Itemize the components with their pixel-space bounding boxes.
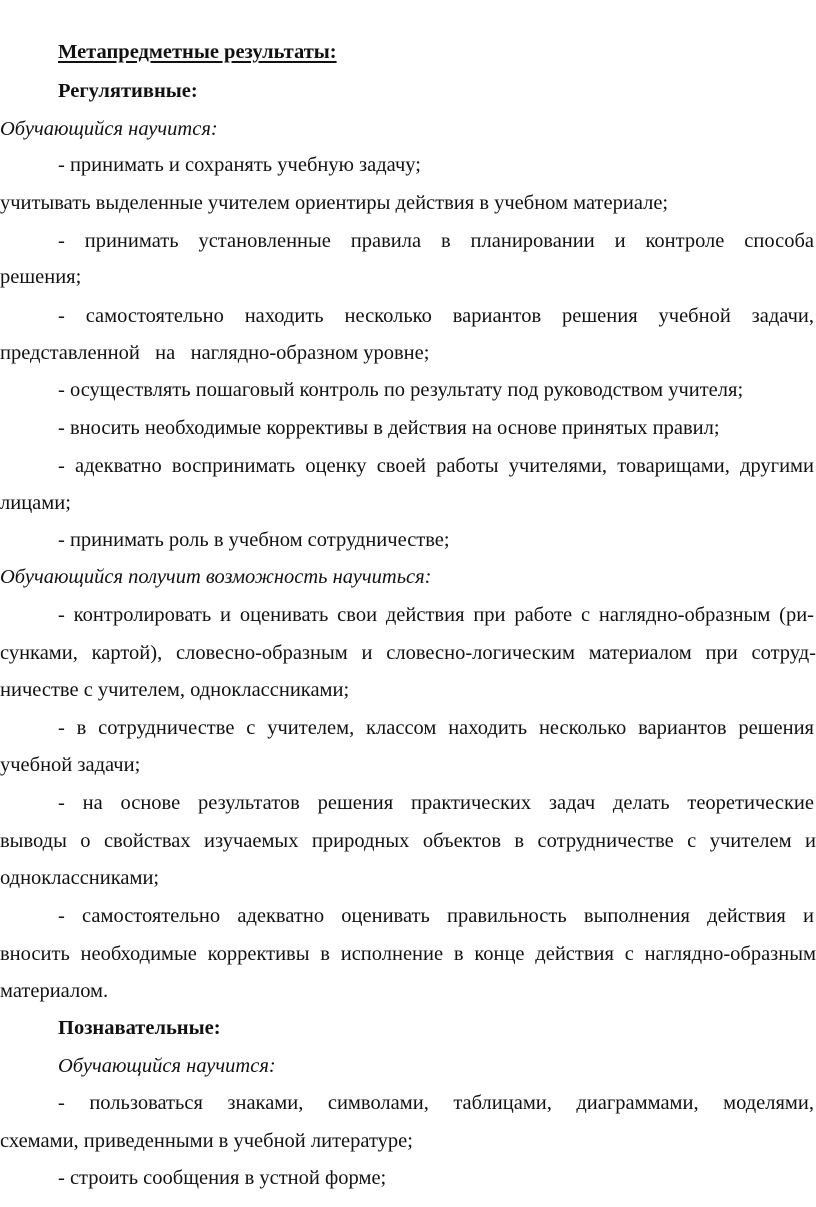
list-item: - адекватно воспринимать оценку своей работы учителями, товарищами, другими [58,455,814,477]
list-item: - вносить необходимые коррективы в действия на основе принятых правил; [58,417,720,439]
list-item-continuation: схемами, приведенными в учебной литературе; [0,1130,413,1152]
heading-regulative: Регулятивные: [58,80,198,102]
list-item-continuation: выводы о свойствах изучаемых природных объектов в сотрудничестве с учителем и [0,830,816,852]
heading-cognitive: Познавательные: [58,1017,221,1039]
list-item-continuation: материалом. [0,980,109,1002]
list-item: - осуществлять пошаговый контроль по результату под руководством учителя; [58,379,744,401]
list-item-continuation: представленной на наглядно-образном уровне; [0,342,430,364]
list-item: - принимать и сохранять учебную задачу; [58,154,421,176]
list-item: - пользоваться знаками, символами, таблицами, диаграммами, моделями, [58,1092,814,1114]
label-opportunity-regulative: Обучающийся получит возможность научиться: [0,566,432,588]
heading-metasubject: Метапредметные результаты: [58,41,337,63]
list-item-continuation: лицами; [0,492,71,514]
list-item-continuation: решения; [0,266,82,288]
list-item: - самостоятельно адекватно оценивать правильность выполнения действия и [58,905,814,927]
list-item: - строить сообщения в устной форме; [58,1167,387,1189]
list-item-continuation: учебной задачи; [0,754,141,776]
label-learns-cognitive: Обучающийся научится: [58,1055,276,1077]
list-item: - самостоятельно находить несколько вариантов решения учебной задачи, [58,305,814,327]
list-item-continuation: вносить необходимые коррективы в исполнение в конце действия с наглядно-образным [0,943,816,965]
list-item-continuation: одноклассниками; [0,867,160,889]
list-item: - на основе результатов решения практических задач делать теоретические [58,792,814,814]
list-item-continuation: сунками, картой), словесно-образным и словесно-логическим материалом при сотруд- [0,642,816,664]
list-item: - принимать установленные правила в планировании и контроле способа [58,230,814,252]
list-item: - контролировать и оценивать свои действия при работе с наглядно-образным (ри- [58,604,814,626]
list-item: - в сотрудничестве с учителем, классом находить несколько вариантов решения [58,717,814,739]
list-item: учитывать выделенные учителем ориентиры действия в учебном материале; [0,192,669,214]
label-learns-regulative: Обучающийся научится: [0,118,218,140]
list-item: - принимать роль в учебном сотрудничестве; [58,529,450,551]
list-item-continuation: ничестве с учителем, одноклассниками; [0,679,350,701]
